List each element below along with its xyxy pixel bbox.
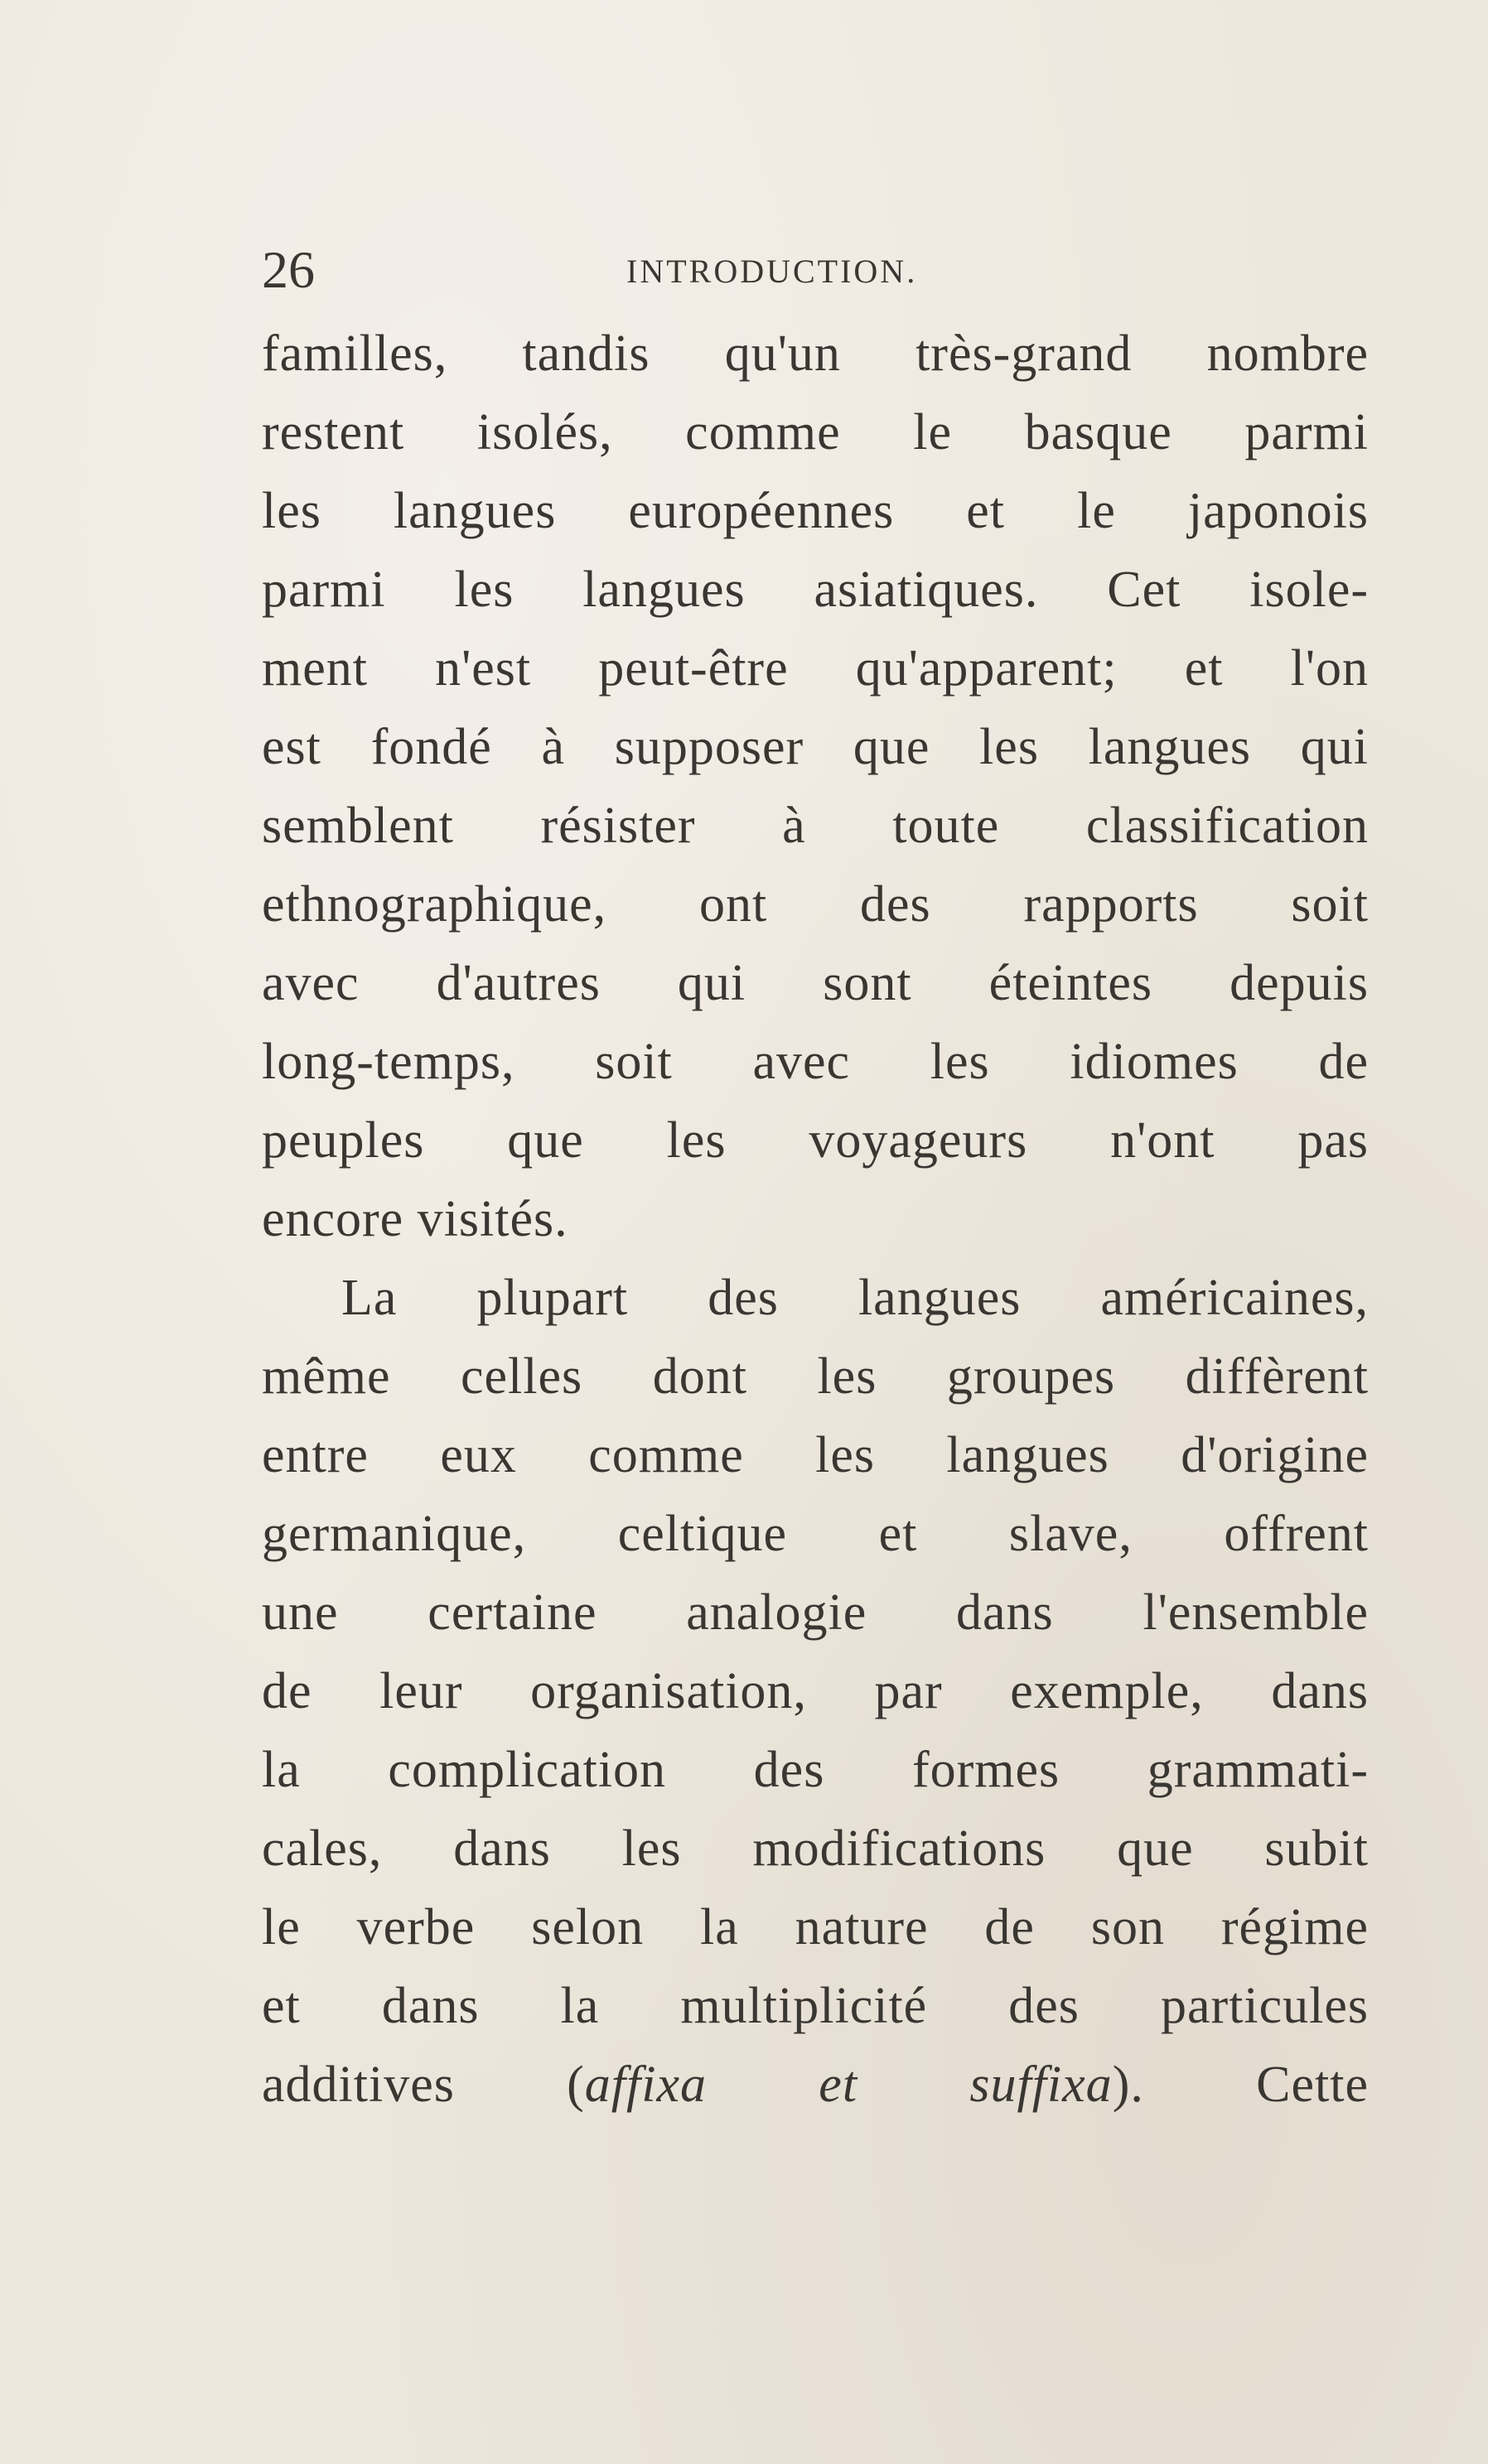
body-text xyxy=(262,315,1369,2124)
text-line: ethnographique, ont des rapports soit xyxy=(262,876,1369,933)
paragraph-1 xyxy=(262,315,1369,1259)
text-line: les langues européennes et le japonois xyxy=(262,483,1369,539)
text-line: cales, dans les modifications que subit xyxy=(262,1820,1369,1877)
paragraph-2 xyxy=(262,1259,1369,2124)
text-line: semblent résister à toute classification xyxy=(262,798,1369,854)
text-line: entre eux comme les langues d'origine xyxy=(262,1427,1369,1483)
running-head: INTRODUCTION. xyxy=(626,253,918,290)
text-line: même celles dont les groupes diffèrent xyxy=(262,1348,1369,1405)
text-line: familles, tandis qu'un très-grand nombre xyxy=(262,325,1369,382)
text-line: germanique, celtique et slave, offrent xyxy=(262,1506,1369,1562)
text-line: parmi les langues asiatiques. Cet isole- xyxy=(262,562,1369,618)
text-line: la complication des formes grammati- xyxy=(262,1742,1369,1798)
text-line: une certaine analogie dans l'ensemble xyxy=(262,1584,1369,1641)
text-line: encore visités. xyxy=(262,1191,568,1247)
text-line: La plupart des langues américaines, xyxy=(341,1270,1369,1326)
text-line: restent isolés, comme le basque parmi xyxy=(262,404,1369,460)
text-line: avec d'autres qui sont éteintes depuis xyxy=(262,955,1369,1011)
text-line: le verbe selon la nature de son régime xyxy=(262,1899,1369,1955)
page-header xyxy=(262,237,1372,303)
text-line: de leur organisation, par exemple, dans xyxy=(262,1663,1369,1719)
text-line: long-temps, soit avec les idiomes de xyxy=(262,1034,1369,1090)
text-line: et dans la multiplicité des particules xyxy=(262,1978,1369,2034)
text-line: ment n'est peut-être qu'apparent; et l'on xyxy=(262,640,1369,697)
text-line-last xyxy=(262,2046,1369,2124)
text-line: est fondé à supposer que les langues qui xyxy=(262,719,1369,775)
text-segment: additives ( xyxy=(262,2057,585,2113)
text-line: peuples que les voyageurs n'ont pas xyxy=(262,1112,1369,1169)
text-segment: ). Cette xyxy=(1112,2057,1369,2113)
italic-text: affixa et suffixa xyxy=(584,2057,1113,2113)
page-number: 26 xyxy=(262,240,315,299)
